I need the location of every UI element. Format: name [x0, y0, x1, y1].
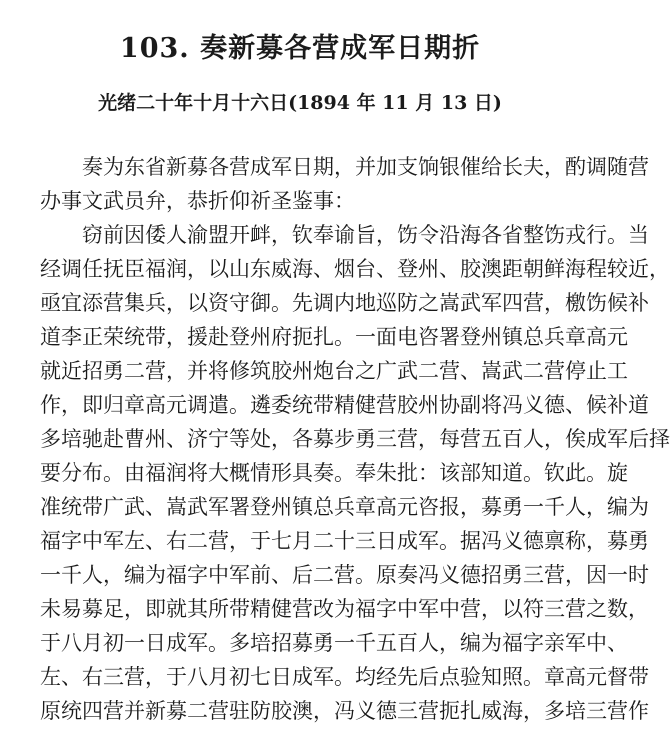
body-line: 就近招勇二营，并将修筑胶州炮台之广武二营、嵩武二营停止工	[40, 359, 628, 383]
document-title: 103. 奏新募各营成军日期折	[119, 33, 481, 64]
body-line: 办事文武员弁，恭折仰祈圣鉴事：	[40, 189, 355, 213]
body-line: 一千人，编为福字中军前、后二营。原奏冯义德招勇三营，因一时	[40, 563, 649, 587]
body-line: 准统带广武、嵩武军署登州镇总兵章高元咨报，募勇一千人，编为	[40, 495, 649, 519]
body-line: 多培驰赴曹州、济宁等处，各募步勇三营，每营五百人，俟成军后择	[40, 427, 670, 451]
document-body	[40, 150, 670, 728]
body-line: 原统四营并新募二营驻防胶澳，冯义德三营扼扎威海，多培三营作	[40, 699, 649, 723]
body-line: 奏为东省新募各营成军日期，并加支饷银催给长夫，酌调随营	[82, 155, 649, 179]
body-line: 要分布。由福润将大概情形具奏。奉朱批：该部知道。钦此。旋	[40, 461, 628, 485]
body-line: 福字中军左、右二营，于七月二十三日成军。据冯义德禀称，募勇	[40, 529, 649, 553]
body-line: 道李正荣统带，援赴登州府扼扎。一面电咨署登州镇总兵章高元	[40, 325, 628, 349]
document-date: 光绪二十年十月十六日(1894 年 11 月 13 日)	[98, 92, 502, 114]
body-line: 经调任抚臣福润，以山东威海、烟台、登州、胶澳距朝鲜海程较近，	[40, 257, 670, 281]
body-line: 窃前因倭人渝盟开衅，钦奉谕旨，饬令沿海各省整饬戎行。当	[82, 223, 649, 247]
body-line: 于八月初一日成军。多培招募勇一千五百人，编为福字亲军中、	[40, 631, 628, 655]
body-line: 左、右三营，于八月初七日成军。均经先后点验知照。章高元督带	[40, 665, 649, 689]
body-line: 亟宜添营集兵，以资守御。先调内地巡防之嵩武军四营，檄饬候补	[40, 291, 649, 315]
body-line: 作，即归章高元调遣。遴委统带精健营胶州协副将冯义德、候补道	[40, 393, 649, 417]
body-line: 未易募足，即就其所带精健营改为福字中军中营，以符三营之数，	[40, 597, 649, 621]
